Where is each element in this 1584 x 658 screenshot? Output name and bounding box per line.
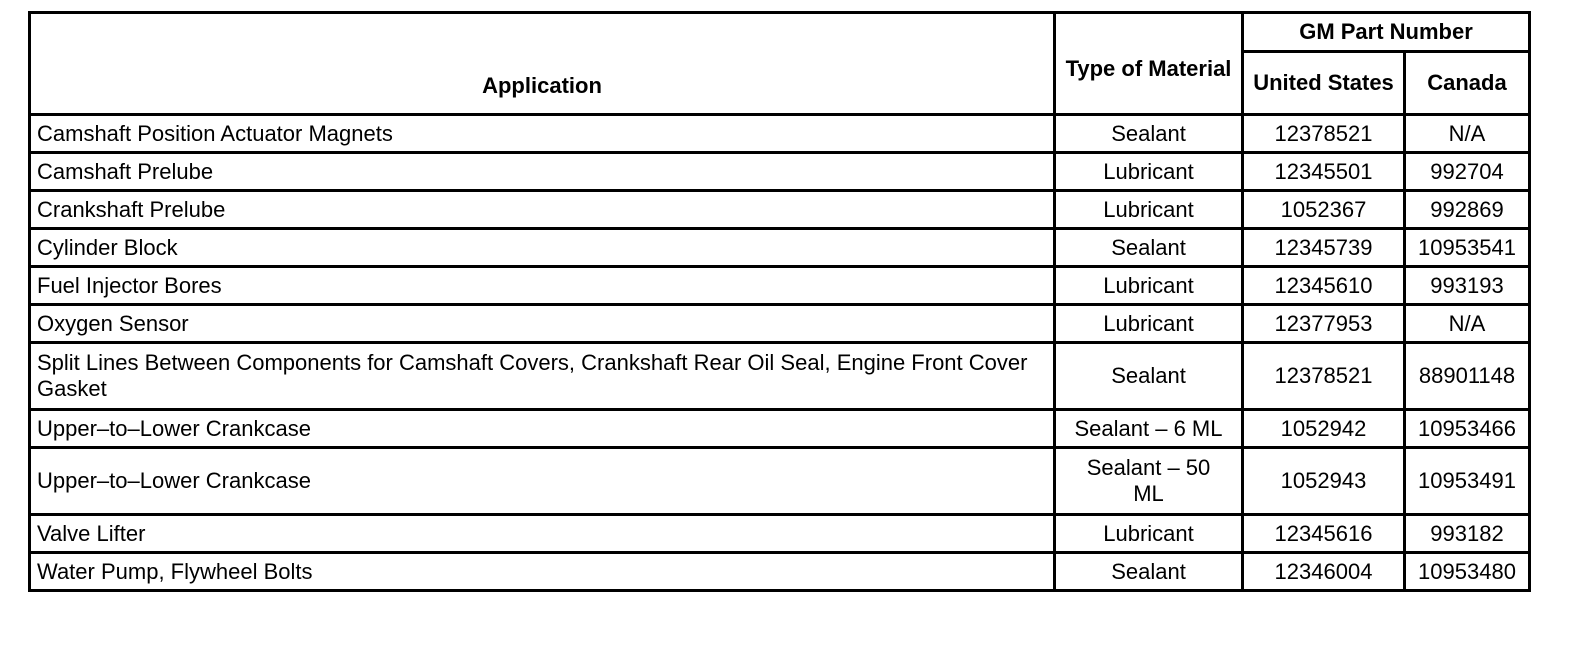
material-cell: Sealant – 6 ML [1055, 410, 1243, 448]
us-part-cell: 1052367 [1243, 191, 1405, 229]
material-cell: Sealant [1055, 343, 1243, 410]
application-cell: Split Lines Between Components for Camshaft Covers, Crankshaft Rear Oil Seal, Engine Front Cover Gasket [30, 343, 1055, 410]
canada-part-cell: 10953541 [1405, 229, 1530, 267]
us-part-cell: 12378521 [1243, 343, 1405, 410]
material-cell: Lubricant [1055, 305, 1243, 343]
table-row [30, 191, 1530, 229]
canada-part-cell: 10953480 [1405, 553, 1530, 591]
canada-part-cell: 10953491 [1405, 448, 1530, 515]
material-cell: Sealant [1055, 115, 1243, 153]
table-row [30, 305, 1530, 343]
canada-part-cell: N/A [1405, 115, 1530, 153]
material-cell: Lubricant [1055, 515, 1243, 553]
canada-part-cell: 992869 [1405, 191, 1530, 229]
us-part-cell: 1052942 [1243, 410, 1405, 448]
us-part-cell: 12377953 [1243, 305, 1405, 343]
application-cell: Water Pump, Flywheel Bolts [30, 553, 1055, 591]
table-row [30, 267, 1530, 305]
us-part-cell: 12345616 [1243, 515, 1405, 553]
application-cell: Camshaft Position Actuator Magnets [30, 115, 1055, 153]
table-row [30, 343, 1530, 410]
material-cell: Lubricant [1055, 191, 1243, 229]
us-part-cell: 12345501 [1243, 153, 1405, 191]
table-row [30, 115, 1530, 153]
us-part-cell: 12345610 [1243, 267, 1405, 305]
material-cell: Lubricant [1055, 153, 1243, 191]
table-row [30, 448, 1530, 515]
canada-part-cell: 10953466 [1405, 410, 1530, 448]
application-cell: Cylinder Block [30, 229, 1055, 267]
material-cell: Sealant [1055, 553, 1243, 591]
united-states-header: United States [1243, 52, 1405, 115]
canada-part-cell: 993182 [1405, 515, 1530, 553]
material-cell: Sealant [1055, 229, 1243, 267]
canada-part-cell: 993193 [1405, 267, 1530, 305]
canada-part-cell: 992704 [1405, 153, 1530, 191]
sealants-lubricants-table [28, 11, 1531, 592]
application-cell: Camshaft Prelube [30, 153, 1055, 191]
gm-part-number-header: GM Part Number [1243, 13, 1530, 52]
canada-header: Canada [1405, 52, 1530, 115]
header-row-1 [30, 13, 1530, 52]
canada-part-cell: N/A [1405, 305, 1530, 343]
application-cell: Upper–to–Lower Crankcase [30, 448, 1055, 515]
table-row [30, 229, 1530, 267]
us-part-cell: 1052943 [1243, 448, 1405, 515]
application-header: Application [30, 13, 1055, 115]
table-row [30, 553, 1530, 591]
application-cell: Oxygen Sensor [30, 305, 1055, 343]
table-row [30, 515, 1530, 553]
material-cell: Sealant – 50 ML [1055, 448, 1243, 515]
us-part-cell: 12346004 [1243, 553, 1405, 591]
application-cell: Valve Lifter [30, 515, 1055, 553]
us-part-cell: 12378521 [1243, 115, 1405, 153]
application-cell: Crankshaft Prelube [30, 191, 1055, 229]
type-of-material-header: Type of Material [1055, 13, 1243, 115]
parts-table-container [28, 11, 1531, 592]
table-row [30, 153, 1530, 191]
application-cell: Upper–to–Lower Crankcase [30, 410, 1055, 448]
table-row [30, 410, 1530, 448]
canada-part-cell: 88901148 [1405, 343, 1530, 410]
application-cell: Fuel Injector Bores [30, 267, 1055, 305]
material-cell: Lubricant [1055, 267, 1243, 305]
us-part-cell: 12345739 [1243, 229, 1405, 267]
